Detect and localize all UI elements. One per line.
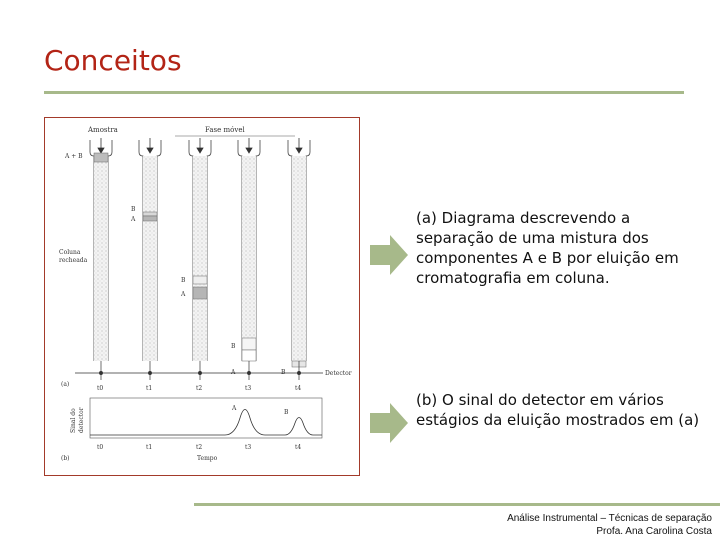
packed-columns xyxy=(94,156,306,361)
caption-b: (b) O sinal do detector em vários estágios da eluição mostrados em (a) xyxy=(416,391,700,429)
time-label-t2-top: t2 xyxy=(196,385,203,392)
peak-b-label: B xyxy=(284,409,289,416)
time-label-t4-top: t4 xyxy=(295,385,302,392)
label-panel-a: (a) xyxy=(61,381,70,388)
label-b-col2: B xyxy=(131,206,136,213)
label-a-col2: A xyxy=(131,216,136,223)
label-a-col4: A xyxy=(231,369,236,376)
detector-outlets xyxy=(75,361,323,380)
label-a-plus-b: A + B xyxy=(65,153,83,160)
label-b-col5: B xyxy=(281,369,286,376)
time-label-t0: t0 xyxy=(97,444,104,451)
slide-title: Conceitos xyxy=(44,44,182,77)
label-detector-axis: detector xyxy=(78,407,85,433)
label-fase-movel: Fase móvel xyxy=(205,126,245,134)
label-panel-b: (b) xyxy=(61,455,70,462)
inlet-arrows xyxy=(98,138,302,153)
time-label-t3-top: t3 xyxy=(245,385,252,392)
caption-a: (a) Diagrama descrevendo a separação de uma mistura dos componentes A e B por eluição em cromatografia em coluna. xyxy=(416,209,679,287)
label-sinal: Sinal do xyxy=(70,408,77,433)
footer-divider xyxy=(194,503,720,506)
time-label-t0-top: t0 xyxy=(97,385,104,392)
footer xyxy=(507,512,712,538)
signal-plot-frame xyxy=(90,398,322,438)
label-tempo: Tempo xyxy=(197,455,218,462)
label-detector: Detector xyxy=(325,370,352,377)
time-label-t4: t4 xyxy=(295,444,302,451)
chromatography-figure xyxy=(44,117,360,476)
time-label-t1: t1 xyxy=(146,444,153,451)
label-amostra: Amostra xyxy=(88,126,118,134)
label-coluna: Coluna xyxy=(59,249,81,256)
footer-author: Profa. Ana Carolina Costa xyxy=(596,526,712,537)
column-diagram xyxy=(45,118,359,475)
time-label-t3: t3 xyxy=(245,444,252,451)
label-recheada: recheada xyxy=(59,257,88,264)
arrow-right-icon xyxy=(370,403,408,443)
arrow-right-icon xyxy=(370,235,408,275)
footer-course: Análise Instrumental – Técnicas de separação xyxy=(507,513,712,524)
label-a-col3: A xyxy=(181,291,186,298)
label-b-col3: B xyxy=(181,277,186,284)
peak-a-label: A xyxy=(232,405,237,412)
time-label-t2: t2 xyxy=(196,444,203,451)
label-b-col4: B xyxy=(231,343,236,350)
title-divider xyxy=(44,91,684,94)
time-label-t1-top: t1 xyxy=(146,385,153,392)
